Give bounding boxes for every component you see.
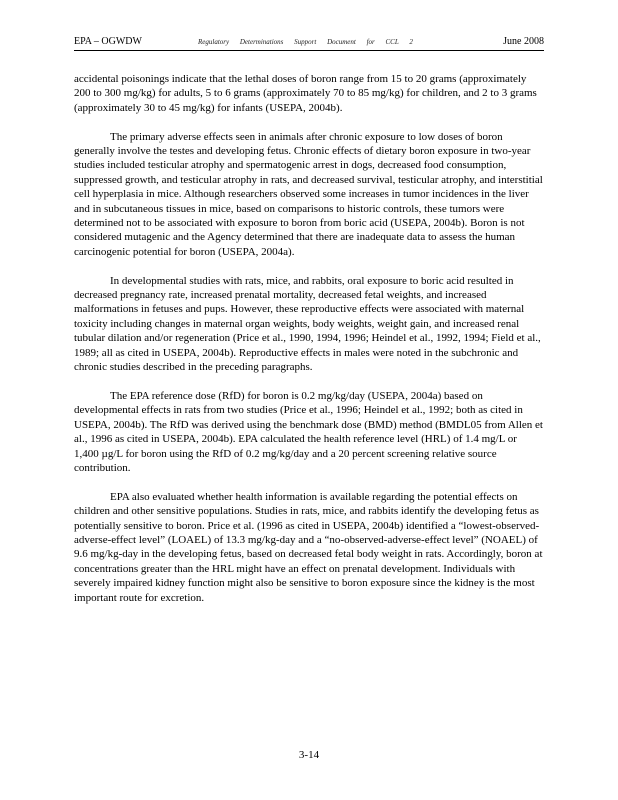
document-body xyxy=(74,72,544,619)
paragraph-chronic-effects: The primary adverse effects seen in animals after chronic exposure to low doses of boron generally involve the testes and developing fetus. Chronic effects of dietary boron exposure in two-year studies included testicular atrophy and spermatogenic arrest in dogs, decreased food consumption, suppressed growth, and testicular atrophy in rats, and decreased survival, testicular atrophy, and interstitial cell hyperplasia in mice. Although researchers observed some increases in tumor incidences in the liver and in subcutaneous tissues in mice, based on comparisons to historic controls, these tumors were determined not to be associated with exposure to boron from boric acid (USEPA, 2004b). Boron is not considered mutagenic and the Agency determined that there are inadequate data to assess the human carcinogenic potential for boron (USEPA, 2004a). xyxy=(74,130,543,258)
header-date: June 2008 xyxy=(503,36,544,47)
page-number: 3-14 xyxy=(298,749,320,761)
paragraph-reference-dose: The EPA reference dose (RfD) for boron is 0.2 mg/kg/day (USEPA, 2004a) based on developmental effects in rats from two studies (Price et al., 1996; Heindel et al., 1992; both as cited in USEPA, 2004b). The RfD was derived using the benchmark dose (BMD) method (BMDL05 from Allen et al., 1996 as cited in USEPA, 2004b). EPA calculated the health reference level (HRL) of 1.4 mg/L or 1,400 µg/L for boron using the RfD of 0.2 mg/kg/day and a 20 percent screening relative source contribution. xyxy=(74,389,543,474)
page-header xyxy=(74,36,544,50)
paragraph-lethal-doses: accidental poisonings indicate that the lethal doses of boron range from 15 to 20 grams (approximately 200 to 300 mg/kg) for adults, 5 to 6 grams (approximately 70 to 85 mg/kg) for children, and 2 to 3 grams (approximately 30 to 45 mg/kg) for infants (USEPA, 2004b). xyxy=(74,73,537,114)
header-rule xyxy=(74,50,544,51)
header-agency: EPA – OGWDW xyxy=(74,36,142,47)
paragraph-sensitive-populations: EPA also evaluated whether health information is available regarding the potential effects on children and other sensitive populations. Studies in rats, mice, and rabbits identify the developing fetus as potentially sensitive to boron. Price et al. (1996 as cited in USEPA, 2004b) identified a “lowest-observed-adverse-effect level” (LOAEL) of 13.3 mg/kg-day and a “no-observed-adverse-effect level” (NOAEL) of 9.6 mg/kg-day in the developing fetus, based on decreased fetal body weight in rats. Accordingly, boron at concentrations greater than the HRL might have an effect on prenatal development. Individuals with severely impaired kidney function might also be sensitive to boron exposure since the kidney is the most important route for excretion. xyxy=(74,490,543,604)
header-document-title: Regulatory Determinations Support Document for CCL 2 xyxy=(198,38,413,46)
paragraph-developmental-studies: In developmental studies with rats, mice, and rabbits, oral exposure to boric acid resulted in decreased pregnancy rate, increased prenatal mortality, decreased fetal weights, and increased malformations in fetuses and pups. However, these reproductive effects were associated with maternal toxicity including changes in maternal organ weights, body weights, weight gain, and increased renal tubular dilation and/or regeneration (Price et al., 1990, 1994, 1996; Heindel et al., 1992, 1994; Field et al., 1989; all as cited in USEPA, 2004b). Reproductive effects in males were noted in the subchronic and chronic studies described in the preceding paragraphs. xyxy=(74,274,541,374)
